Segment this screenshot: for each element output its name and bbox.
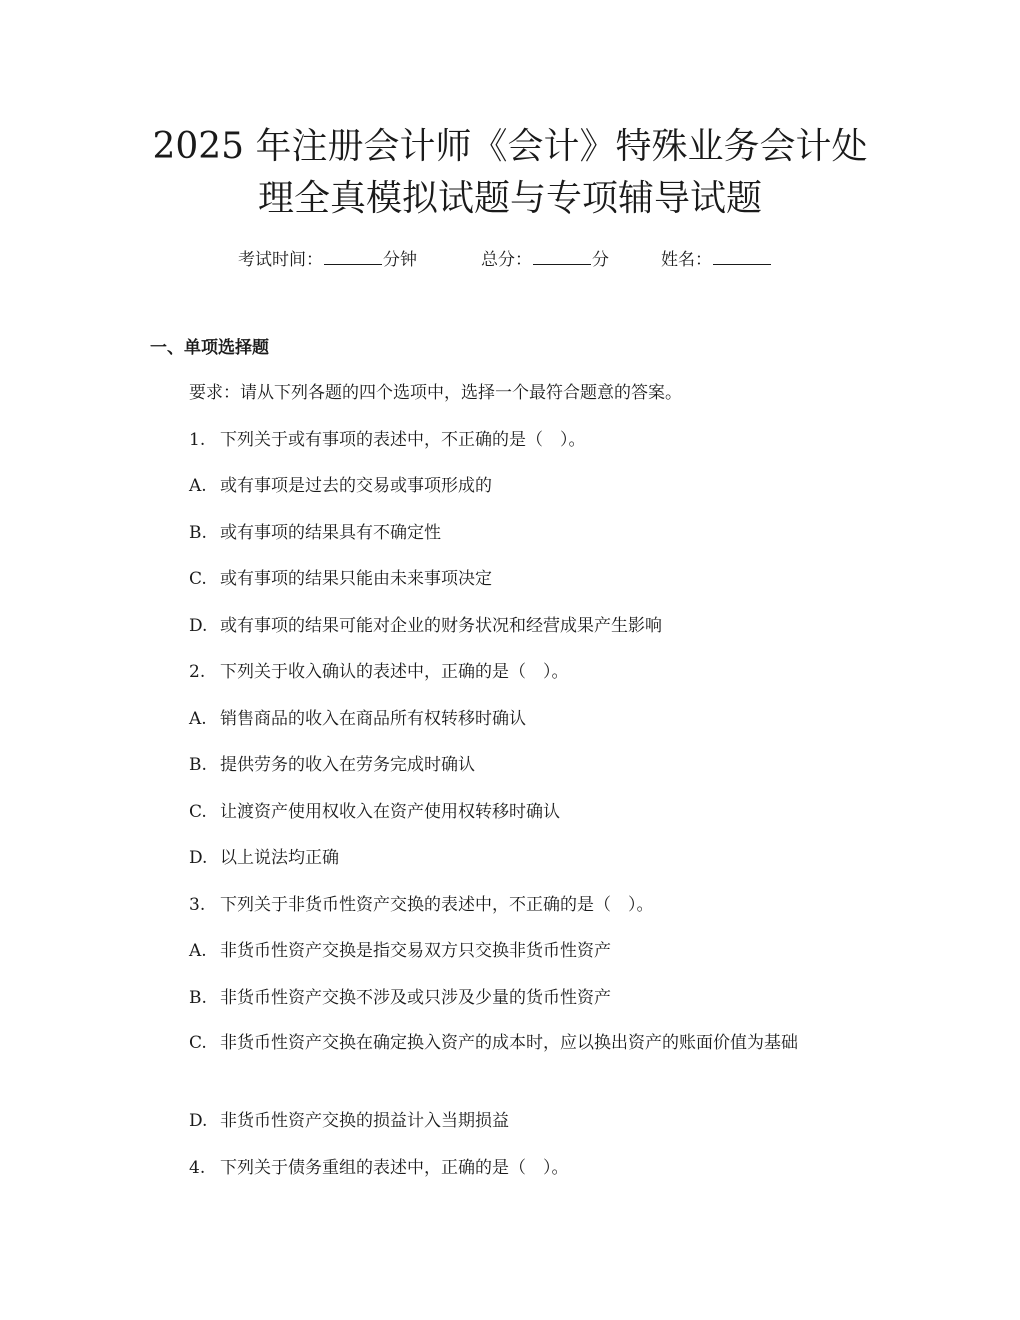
option-label: C. xyxy=(189,569,207,589)
option-label: D. xyxy=(189,848,208,868)
option-label: D. xyxy=(189,1111,208,1131)
option-label: B. xyxy=(189,755,207,775)
option xyxy=(189,752,475,778)
option xyxy=(189,473,492,499)
exam-time-field xyxy=(238,246,417,273)
total-score-unit: 分 xyxy=(592,250,609,270)
option-text: 非货币性资产交换的损益计入当期损益 xyxy=(220,1111,509,1131)
exam-time-unit: 分钟 xyxy=(383,250,417,270)
question-stem xyxy=(189,659,569,685)
page-title-line-2: 理全真模拟试题与专项辅导试题 xyxy=(257,178,762,219)
page-title-line-1: 2025 年注册会计师《会计》特殊业务会计处 xyxy=(152,126,868,167)
option-label: A. xyxy=(189,941,207,961)
option-label: B. xyxy=(189,988,207,1008)
option-label: C. xyxy=(189,1033,207,1053)
question-stem xyxy=(189,892,654,918)
option xyxy=(189,985,611,1011)
option-label: D. xyxy=(189,616,208,636)
name-field xyxy=(661,246,772,273)
option xyxy=(189,566,492,592)
option-text: 或有事项的结果只能由未来事项决定 xyxy=(220,569,492,589)
option xyxy=(189,845,339,871)
option xyxy=(189,613,662,639)
section-requirement: 要求：请从下列各题的四个选项中，选择一个最符合题意的答案。 xyxy=(189,383,682,403)
option xyxy=(189,520,441,546)
question-text: 下列关于或有事项的表述中，不正确的是（ ）。 xyxy=(220,430,586,450)
total-score-blank xyxy=(533,246,591,265)
option-text: 非货币性资产交换在确定换入资产的成本时，应以换出资产的账面价值为基础 xyxy=(220,1033,798,1053)
option-label: A. xyxy=(189,709,207,729)
option-text: 非货币性资产交换不涉及或只涉及少量的货币性资产 xyxy=(220,988,611,1008)
option xyxy=(150,1028,870,1059)
question-text: 下列关于非货币性资产交换的表述中，不正确的是（ ）。 xyxy=(220,895,654,915)
question-stem xyxy=(189,1155,569,1181)
exam-time-blank xyxy=(324,246,382,265)
section-heading: 一、单项选择题 xyxy=(150,338,269,358)
question-text: 下列关于债务重组的表述中，正确的是（ ）。 xyxy=(220,1158,569,1178)
option-text: 提供劳务的收入在劳务完成时确认 xyxy=(220,755,475,775)
option xyxy=(189,799,560,825)
question-text: 下列关于收入确认的表述中，正确的是（ ）。 xyxy=(220,662,569,682)
total-score-field xyxy=(481,246,609,273)
question-number: 1. xyxy=(189,430,206,450)
option xyxy=(189,1108,509,1134)
option-text: 非货币性资产交换是指交易双方只交换非货币性资产 xyxy=(220,941,611,961)
option-text: 或有事项是过去的交易或事项形成的 xyxy=(220,476,492,496)
option-text: 让渡资产使用权收入在资产使用权转移时确认 xyxy=(220,802,560,822)
question-number: 2. xyxy=(189,662,206,682)
option xyxy=(189,706,526,732)
option-text: 或有事项的结果具有不确定性 xyxy=(220,523,441,543)
question-number: 4. xyxy=(189,1158,206,1178)
option-text: 销售商品的收入在商品所有权转移时确认 xyxy=(220,709,526,729)
option-label: A. xyxy=(189,476,207,496)
total-score-label: 总分： xyxy=(481,250,532,270)
name-blank xyxy=(713,246,771,265)
option-label: C. xyxy=(189,802,207,822)
name-label: 姓名： xyxy=(661,250,712,270)
question-stem xyxy=(189,427,586,453)
option-text: 以上说法均正确 xyxy=(220,848,339,868)
exam-time-label: 考试时间： xyxy=(238,250,323,270)
option-label: B. xyxy=(189,523,207,543)
option-text: 或有事项的结果可能对企业的财务状况和经营成果产生影响 xyxy=(220,616,662,636)
question-number: 3. xyxy=(189,895,206,915)
option xyxy=(189,938,611,964)
